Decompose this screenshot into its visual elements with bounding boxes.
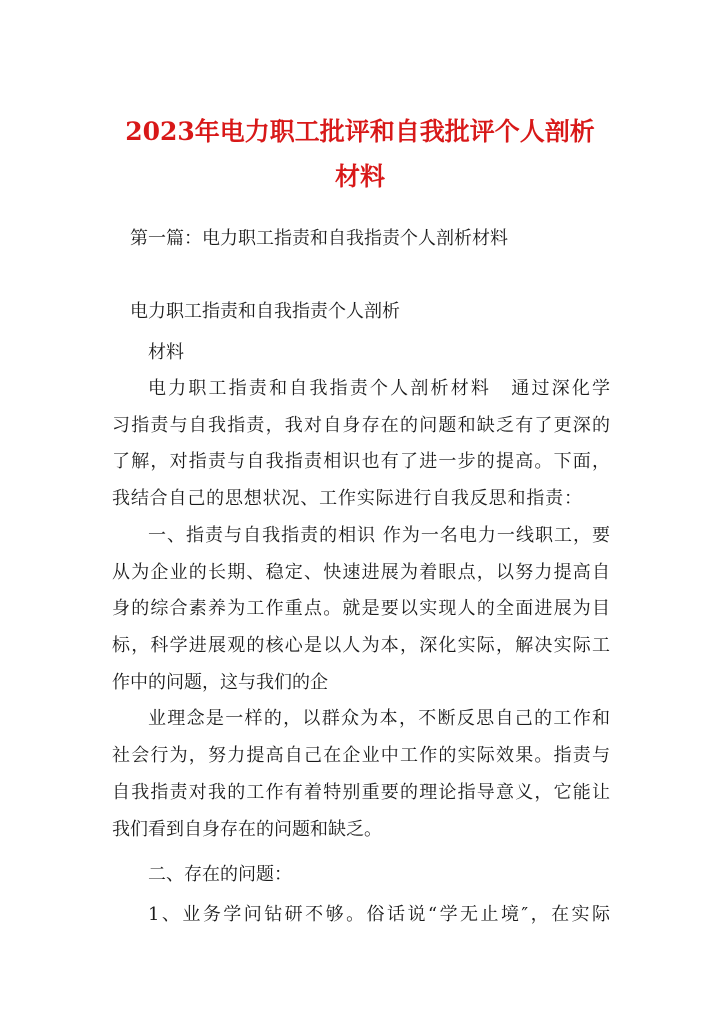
document-title-line-1: 2023年电力职工批评和自我批评个人剖析 [125,117,595,146]
body-line: 材料 [148,342,184,363]
body-line: 从为企业的长期、稳定、快速进展为着眼点，以努力提高自 [112,562,610,583]
section-heading: 第一篇：电力职工指责和自我指责个人剖析材料 [130,228,508,249]
body-line: 社会行为，努力提高自己在企业中工作的实际效果。指责与 [112,745,610,766]
body-line: 我结合自己的思想状况、工作实际进行自我反思和指责： [112,488,582,509]
body-line: 电力职工指责和自我指责个人剖析材料 通过深化学 [148,378,610,399]
body-line: 作中的问题，这与我们的企 [112,672,328,693]
body-line: 身的综合素养为工作重点。就是要以实现人的全面进展为目 [112,598,610,619]
document-title-line-2: 材料 [334,162,385,191]
body-line: 自我指责对我的工作有着特别重要的理论指导意义，它能让 [112,782,610,803]
body-line: 一、指责与自我指责的相识 作为一名电力一线职工，要 [148,525,610,546]
body-line: 我们看到自身存在的问题和缺乏。 [112,819,382,840]
body-line: 习指责与自我指责，我对自身存在的问题和缺乏有了更深的 [112,415,610,436]
body-line: 电力职工指责和自我指责个人剖析 [130,301,400,322]
body-line: 1、业务学问钻研不够。俗话说“学无止境″，在实际 [148,904,610,925]
body-line: 业理念是一样的，以群众为本，不断反思自己的工作和 [148,708,610,729]
body-line: 了解，对指责与自我指责相识也有了进一步的提高。下面， [112,451,610,472]
section-heading: 二、存在的问题： [148,864,292,885]
body-line: 标，科学进展观的核心是以人为本，深化实际，解决实际工 [112,635,610,656]
